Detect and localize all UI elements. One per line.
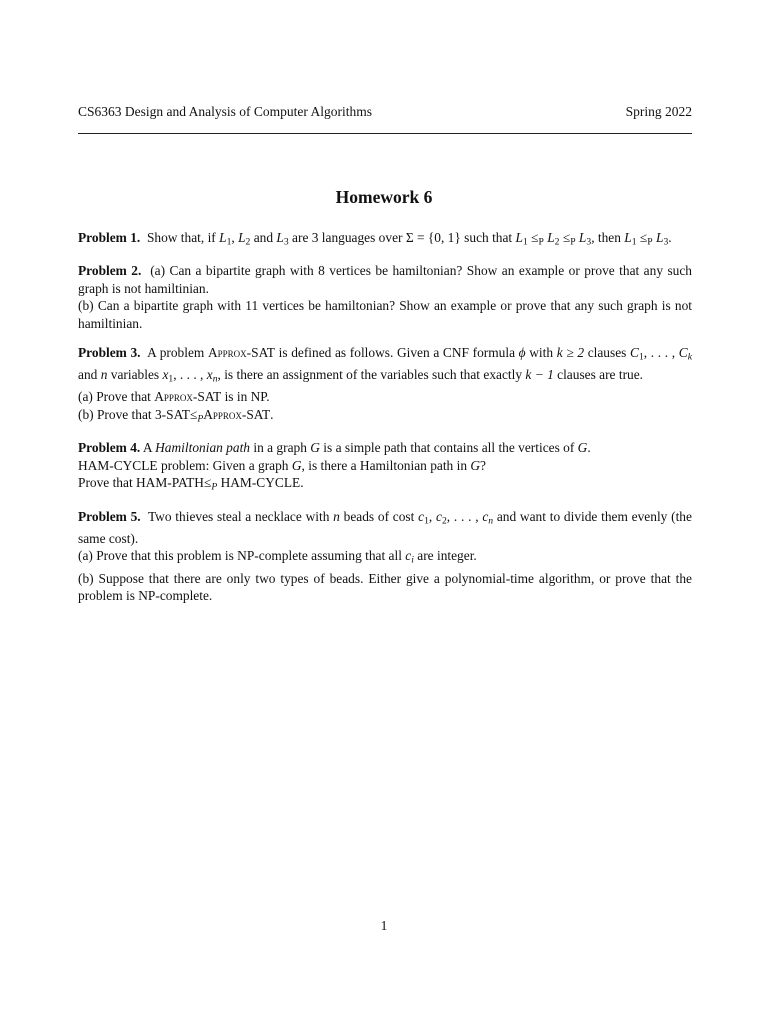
problem-4-line-2: HAM-CYCLE problem: Given a graph G, is there a Hamiltonian path in G? — [78, 457, 486, 473]
page-header — [78, 103, 692, 121]
problem-4-definition: Problem 4. A Hamiltonian path in a graph G is a simple path that contains all the vertices of G. — [78, 440, 591, 456]
problem-3-part-b: (b) Prove that $3-SAT\le_PApprox$-SAT. — [78, 406, 274, 425]
problem-2-part-b: (b) Can a bipartite graph with 11 vertices be hamiltonian? Show an example or prove that any such graph is not hamiltinian. — [78, 298, 692, 332]
term-label: Spring 2022 — [625, 104, 692, 119]
problem-5-label: Problem 5. — [78, 508, 141, 524]
problem-1-text: Problem 1. Show that, if $L_1$, $L_2$ and $L_3$ are 3 languages over Σ = {0, 1} such that $L_1 \le_P$ $L_2 \le_P$ $L_3$, then $L_1 \le_P$ $L_3$. — [78, 230, 672, 248]
problem-1 — [78, 229, 692, 251]
header-rule — [78, 133, 692, 134]
course-title: CS6363 Design and Analysis of Computer Algorithms — [78, 104, 373, 119]
problem-3 — [78, 344, 692, 428]
problem-4-label: Problem 4. — [78, 440, 141, 456]
problem-2 — [78, 262, 692, 332]
problem-4-line-3: Prove that HAM-$PATH\le_P$ HAM-CYCLE. — [78, 475, 304, 493]
problem-5 — [78, 508, 692, 605]
problem-list — [78, 229, 692, 616]
problem-5-text: Problem 5. Two thieves steal a necklace with n beads of cost $c_1$, $c_2$, . . . , $c_n$ and want to divide them evenly (the same cost). — [78, 508, 692, 546]
problem-3-text: Problem 3. A problem Approx-SAT is defined as follows. Given a CNF formula ϕ with k ≥ 2 clauses $C_1$, . . . , $C_k$ and n variables $x_1$, . . . , $x_n$, is there an assignment of the variables such that exactly k − 1 clauses are true. — [78, 344, 692, 385]
problem-5-part-a: (a) Prove that this problem is NP-complete assuming that all $c_i$ are integer. — [78, 548, 477, 567]
homework-title: Homework 6 — [335, 187, 433, 207]
problem-4 — [78, 439, 692, 496]
problem-5-part-b: (b) Suppose that there are only two types of beads. Either give a polynomial-time algorithm, or prove that the problem is NP-complete. — [78, 570, 692, 604]
page-number: 1 — [380, 918, 388, 933]
problem-2-part-a: Problem 2. (a) Can a bipartite graph with 8 vertices be hamiltonian? Show an example or prove that any such graph is not hamiltinian. — [78, 263, 692, 296]
problem-3-label: Problem 3. — [78, 344, 141, 360]
problem-2-label: Problem 2. — [78, 263, 142, 279]
problem-1-label: Problem 1. — [78, 230, 141, 245]
problem-3-part-a: (a) Prove that Approx-SAT is in NP. — [78, 389, 270, 405]
